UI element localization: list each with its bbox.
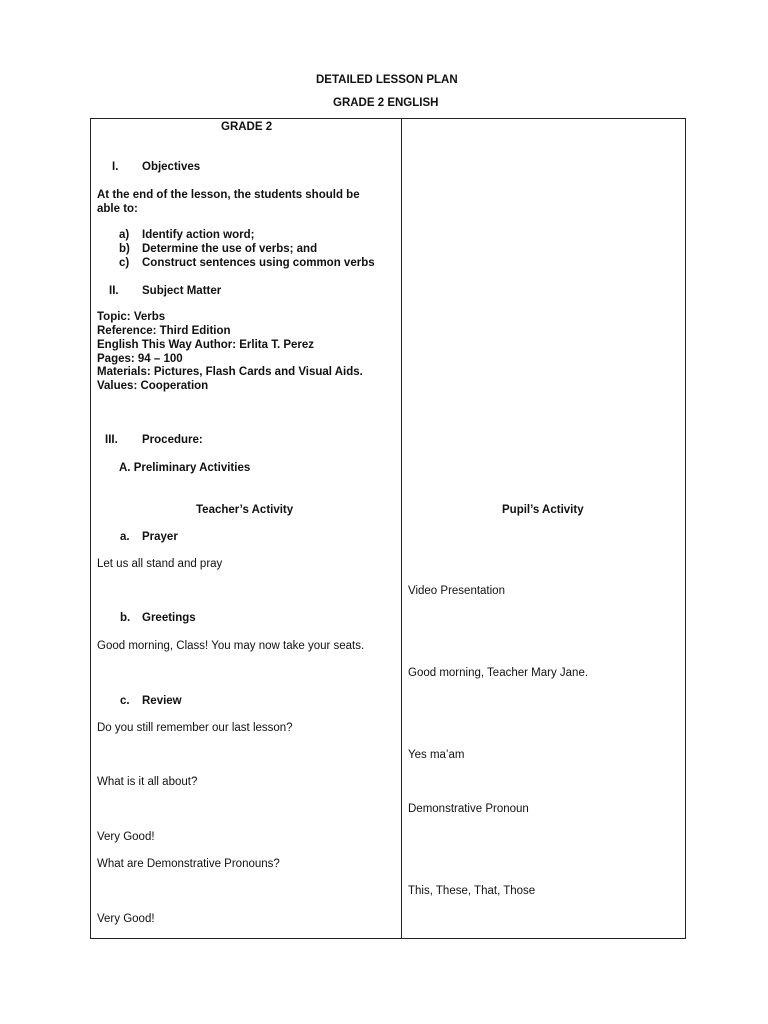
review-question-2: What is it all about? <box>97 776 198 788</box>
prayer-marker: a. <box>120 531 130 543</box>
subject-materials: Materials: Pictures, Flash Cards and Visual Aids. <box>97 366 363 378</box>
greeting-reply: Good morning, Teacher Mary Jane. <box>408 667 589 679</box>
subject-pages: Pages: 94 – 100 <box>97 353 183 365</box>
subject-reference: Reference: Third Edition <box>97 325 231 337</box>
very-good-2: Very Good! <box>97 913 155 925</box>
subject-topic: Topic: Verbs <box>97 311 166 323</box>
greetings-text: Good morning, Class! You may now take your seats. <box>97 640 365 652</box>
objectives-heading: Objectives <box>142 161 201 173</box>
review-question-3: What are Demonstrative Pronouns? <box>97 858 280 870</box>
yes-reply: Yes ma’am <box>408 749 465 761</box>
procedure-heading: Procedure: <box>142 434 203 446</box>
document-subtitle: GRADE 2 ENGLISH <box>333 97 439 109</box>
pronouns-reply: This, These, That, Those <box>408 885 536 897</box>
grade-heading: GRADE 2 <box>221 121 273 133</box>
column-divider <box>401 118 402 939</box>
objective-marker-b: b) <box>119 243 130 255</box>
objectives-number: I. <box>112 161 119 173</box>
greetings-heading: Greetings <box>142 612 196 624</box>
very-good-1: Very Good! <box>97 831 155 843</box>
pupil-activity-heading: Pupil’s Activity <box>502 504 584 516</box>
subject-values: Values: Cooperation <box>97 380 209 392</box>
objective-item-b: Determine the use of verbs; and <box>142 243 318 255</box>
subject-author: English This Way Author: Erlita T. Perez <box>97 339 315 351</box>
greetings-marker: b. <box>120 612 131 624</box>
subject-matter-number: II. <box>109 285 119 297</box>
review-heading: Review <box>142 695 182 707</box>
subject-matter-heading: Subject Matter <box>142 285 222 297</box>
video-presentation: Video Presentation <box>408 585 505 597</box>
objective-marker-c: c) <box>119 257 130 269</box>
objectives-intro-line-1: At the end of the lesson, the students should be <box>97 189 360 201</box>
objective-marker-a: a) <box>119 229 130 241</box>
prayer-text: Let us all stand and pray <box>97 558 223 570</box>
demonstrative-reply: Demonstrative Pronoun <box>408 803 529 815</box>
review-marker: c. <box>120 695 130 707</box>
procedure-number: III. <box>105 434 118 446</box>
objectives-intro-line-2: able to: <box>97 203 138 215</box>
objective-item-a: Identify action word; <box>142 229 255 241</box>
preliminary-activities-heading: A. Preliminary Activities <box>119 462 251 474</box>
objective-item-c: Construct sentences using common verbs <box>142 257 375 269</box>
prayer-heading: Prayer <box>142 531 178 543</box>
teacher-activity-heading: Teacher’s Activity <box>196 504 294 516</box>
review-question-1: Do you still remember our last lesson? <box>97 722 293 734</box>
document-title: DETAILED LESSON PLAN <box>316 74 458 86</box>
